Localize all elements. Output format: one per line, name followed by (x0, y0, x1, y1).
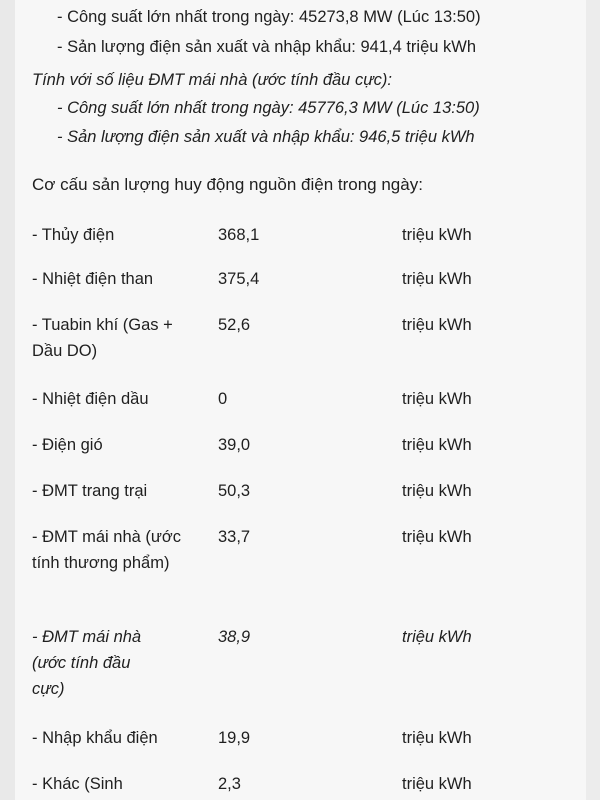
left-page-edge (0, 0, 15, 800)
row-label: - ĐMT mái nhà (ước tính thương phẩm) (32, 528, 181, 572)
table-row (32, 725, 572, 751)
table-row (32, 624, 572, 702)
row-value: 39,0 (218, 436, 251, 454)
row-label: - ĐMT trang trại (32, 482, 148, 500)
row-unit: triệu kWh (402, 729, 472, 747)
table-row (32, 222, 572, 248)
table-row (32, 312, 572, 364)
structure-heading: Cơ cấu sản lượng huy động nguồn điện trong ngày: (32, 175, 423, 194)
row-value: 38,9 (218, 628, 251, 646)
row-label: - Tuabin khí (Gas + Dầu DO) (32, 316, 173, 360)
row-value: 0 (218, 390, 228, 408)
row-unit: triệu kWh (402, 270, 472, 288)
row-unit: triệu kWh (402, 390, 472, 408)
row-unit: triệu kWh (402, 226, 472, 244)
max-capacity-line: - Công suất lớn nhất trong ngày: 45273,8 MW (Lúc 13:50) (57, 8, 481, 26)
row-label: - Thủy điện (32, 226, 115, 244)
table-row (32, 386, 572, 412)
row-label: - Nhập khẩu điện (32, 729, 158, 747)
row-value: 52,6 (218, 316, 251, 334)
row-label: - Điện gió (32, 436, 103, 454)
production-line: - Sản lượng điện sản xuất và nhập khẩu: 941,4 triệu kWh (57, 38, 477, 56)
row-unit: triệu kWh (402, 628, 472, 646)
row-value: 2,3 (218, 775, 241, 793)
row-unit: triệu kWh (402, 775, 472, 793)
table-row (32, 524, 572, 576)
row-value: 33,7 (218, 528, 251, 546)
row-label: - Nhiệt điện than (32, 270, 154, 288)
table-row (32, 478, 572, 504)
table-row (32, 771, 572, 797)
row-label: - Nhiệt điện dầu (32, 390, 149, 408)
row-unit: triệu kWh (402, 528, 472, 546)
row-value: 50,3 (218, 482, 251, 500)
row-value: 368,1 (218, 226, 260, 244)
rooftop-heading: Tính với số liệu ĐMT mái nhà (ước tính đầu cực): (32, 71, 392, 89)
row-value: 375,4 (218, 270, 260, 288)
table-row (32, 266, 572, 292)
rooftop-production-line: - Sản lượng điện sản xuất và nhập khẩu: 946,5 triệu kWh (57, 128, 475, 146)
row-label: - ĐMT mái nhà (ước tính đầu cực) (32, 628, 142, 698)
rooftop-max-capacity-line: - Công suất lớn nhất trong ngày: 45776,3 MW (Lúc 13:50) (57, 99, 480, 117)
row-unit: triệu kWh (402, 316, 472, 334)
row-unit: triệu kWh (402, 482, 472, 500)
row-unit: triệu kWh (402, 436, 472, 454)
row-value: 19,9 (218, 729, 251, 747)
right-page-edge (586, 0, 600, 800)
row-label: - Khác (Sinh (32, 775, 123, 793)
table-row (32, 432, 572, 458)
